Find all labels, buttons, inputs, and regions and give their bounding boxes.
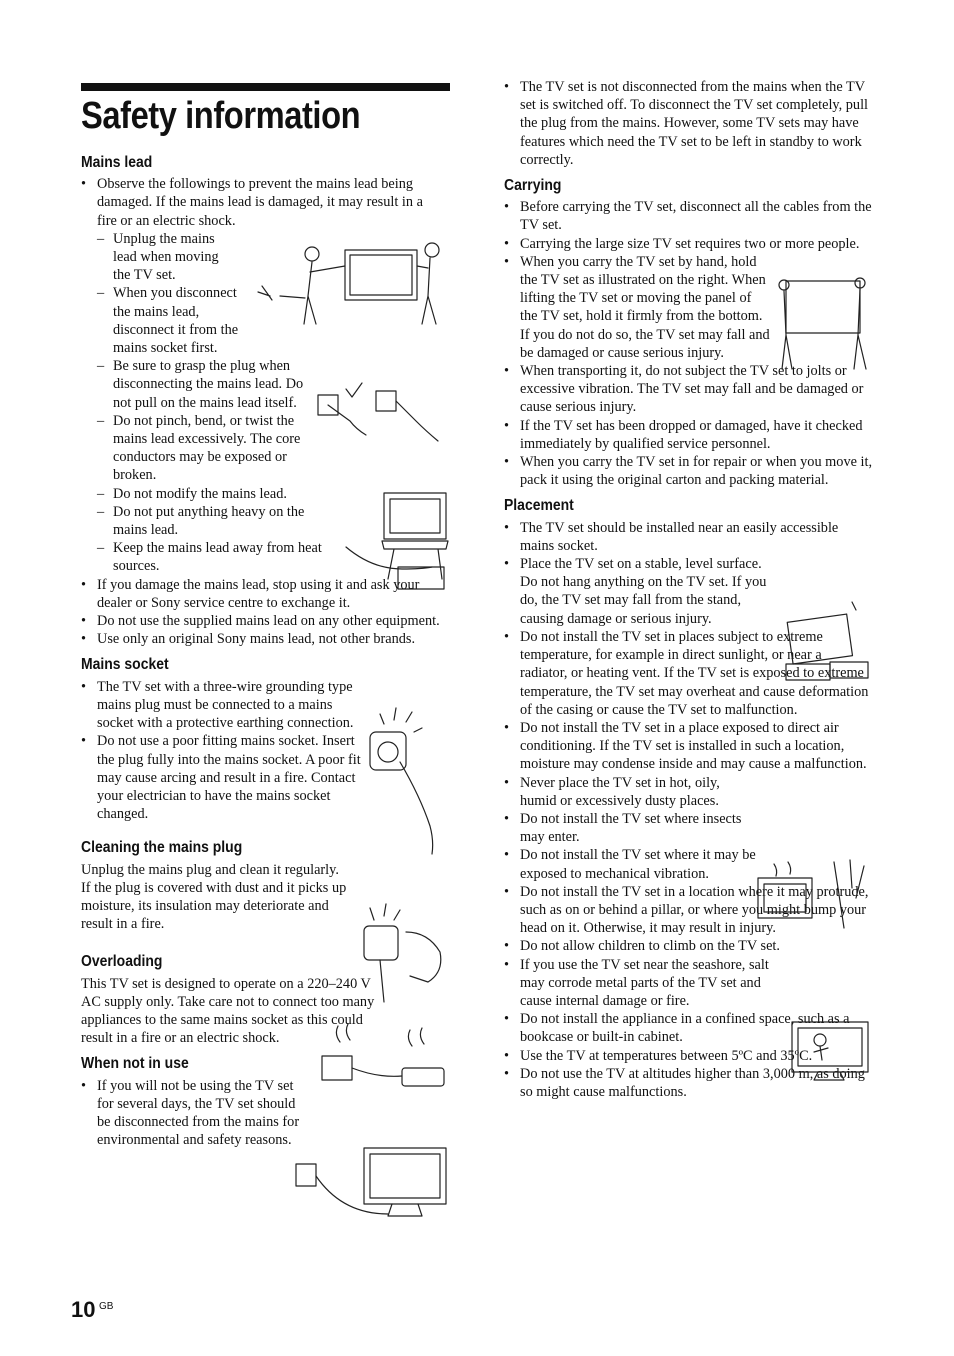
list-item: • The TV set is not disconnected from the mains when the TV set is switched off. To disconnect the TV set completely, pull the plug from the mains. However, some TV sets may have features which need the TV set to be left in standby to work correctly. bbox=[504, 78, 872, 169]
list-item: • When you carry the TV set by hand, hold the TV set as illustrated on the right. When lifting the TV set or moving the panel of the TV set, hold it firmly from the bottom. If you do not do so, the TV set may fall and be damaged or cause serious injury. bbox=[504, 253, 770, 362]
list-item: • If you will not be using the TV set for several days, the TV set should be disconnected from the mains for environmental and safety reasons. bbox=[81, 1077, 302, 1150]
list-item: • Do not install the TV set in a place exposed to direct air conditioning. If the TV set is installed in such a location, moisture may condense inside and may cause a malfunction. bbox=[504, 719, 872, 774]
list-item: – Unplug the mains lead when moving the TV set. bbox=[97, 230, 238, 285]
mains-socket-heading: Mains socket bbox=[81, 656, 169, 674]
list-item: • Use only an original Sony mains lead, not other brands. bbox=[81, 630, 467, 648]
carrying-tv-by-hand-illustration bbox=[776, 275, 870, 375]
grasp-plug-illustration bbox=[316, 381, 450, 451]
cleaning-plug-illustration bbox=[358, 902, 450, 1006]
overloading-text bbox=[81, 975, 375, 1048]
page-title: Safety information bbox=[81, 95, 361, 137]
list-item: – Do not pinch, bend, or twist the mains lead excessively. The core conductors may be exposed or broken. bbox=[97, 412, 315, 485]
list-item: • Never place the TV set in hot, oily, humid or excessively dusty places. bbox=[504, 774, 742, 810]
list-item: • Place the TV set on a stable, level surface. Do not hang anything on the TV set. If you do, the TV set may fall from the stand, causing damage or serious injury. bbox=[504, 555, 782, 628]
list-item: • The TV set with a three-wire grounding type mains plug must be connected to a mains socket with a protective earthing connection. bbox=[81, 678, 359, 733]
list-item: • Before carrying the TV set, disconnect all the cables from the TV set. bbox=[504, 198, 872, 234]
list-item: • If you use the TV set near the seashore, salt may corrode metal parts of the TV set and cause internal damage or fire. bbox=[504, 956, 782, 1011]
title-rule bbox=[81, 83, 450, 91]
list-item: • When transporting it, do not subject the TV set to jolts or excessive vibration. The TV set may fall and be damaged or cause serious injury. bbox=[504, 362, 872, 417]
tv-on-cable-illustration bbox=[342, 489, 450, 593]
overloading-paragraph: This TV set is designed to operate on a 220–240 V AC supply only. Take care not to connect too many appliances to the same mains socket as this could result in a fire or an electric shock. bbox=[81, 975, 375, 1047]
cleaning-heading: Cleaning the mains plug bbox=[81, 839, 243, 857]
placement-heading: Placement bbox=[504, 497, 574, 515]
list-item: • If you damage the mains lead, stop using it and ask your dealer or Sony service centre to exchange it. bbox=[81, 576, 442, 612]
tv-on-stable-surface-illustration bbox=[782, 600, 872, 686]
list-item: • Carrying the large size TV set requires two or more people. bbox=[504, 235, 872, 253]
list-item: • When you carry the TV set in for repair or when you move it, pack it using the original carton and packing material. bbox=[504, 453, 878, 489]
mains-lead-heading: Mains lead bbox=[81, 154, 153, 171]
list-item: • Do not install the TV set in a location where it may protrude, such as on or behind a pillar, or where you might bump your head on it. Otherwise, it may result in injury. bbox=[504, 883, 872, 938]
list-item: • Do not use the supplied mains lead on any other equipment. bbox=[81, 612, 442, 630]
two-people-carrying-tv-illustration bbox=[250, 236, 450, 328]
cleaning-text: Unplug the mains plug and clean it regularly. If the plug is covered with dust and it picks up moisture, its insulation may deteriorate and result in a fire. bbox=[81, 861, 347, 933]
not-in-use-heading: When not in use bbox=[81, 1055, 189, 1073]
list-item: – When you disconnect the mains lead, disconnect it from the mains socket first. bbox=[97, 284, 248, 357]
list-item: • Use the TV at temperatures between 5ºC and 35ºC. bbox=[504, 1047, 872, 1065]
list-item: – Be sure to grasp the plug when disconnecting the mains lead. Do not pull on the mains lead itself. bbox=[97, 357, 315, 412]
page-number: 10 bbox=[71, 1297, 96, 1322]
list-item: • Do not allow children to climb on the TV set. bbox=[504, 937, 782, 955]
list-item: • Do not install the TV set in places subject to extreme temperature, for example in direct sunlight, or near a radiator, or heating vent. If the TV set is exposed to extreme temperature, the TV set may overheat and cause deformation of the casing or cause the TV set to malfunction. bbox=[504, 628, 872, 719]
list-item: • If the TV set has been dropped or damaged, have it checked immediately by qualified service personnel. bbox=[504, 417, 872, 453]
overloading-heading: Overloading bbox=[81, 953, 163, 971]
overloaded-socket-illustration bbox=[318, 1020, 448, 1098]
mains-lead-intro: • Observe the followings to prevent the mains lead being damaged. If the mains lead is damaged, it may result in a fire or an electric shock. bbox=[81, 175, 439, 230]
child-climbing-tv-illustration bbox=[784, 1016, 876, 1082]
list-item: • The TV set should be installed near an easily accessible mains socket. bbox=[504, 519, 872, 555]
list-item: • Do not install the appliance in a confined space, such as a bookcase or built-in cabinet. bbox=[504, 1010, 872, 1046]
list-item: • Do not install the TV set where it may be exposed to mechanical vibration. bbox=[504, 846, 782, 882]
list-item: – Do not put anything heavy on the mains lead. bbox=[97, 503, 335, 539]
list-item: • Do not use the TV at altitudes higher than 3,000 m, as doing so might cause malfunctions. bbox=[504, 1065, 872, 1101]
mains-plug-socket-illustration bbox=[360, 706, 450, 856]
right-column bbox=[504, 78, 872, 1101]
carrying-heading: Carrying bbox=[504, 177, 562, 195]
unplugged-tv-illustration bbox=[292, 1144, 450, 1224]
list-item: – Keep the mains lead away from heat sources. bbox=[97, 539, 353, 575]
page-number-suffix: GB bbox=[99, 1301, 114, 1312]
list-item: • Do not install the TV set where insects may enter. bbox=[504, 810, 742, 846]
list-item: – Do not modify the mains lead. bbox=[97, 485, 335, 503]
list-item: • Do not use a poor fitting mains socket. Insert the plug fully into the mains socket. A poor fit may cause arcing and result in a fire. Contact your electrician to have the mains socket changed. bbox=[81, 732, 372, 823]
hot-humid-place-illustration bbox=[754, 858, 874, 932]
